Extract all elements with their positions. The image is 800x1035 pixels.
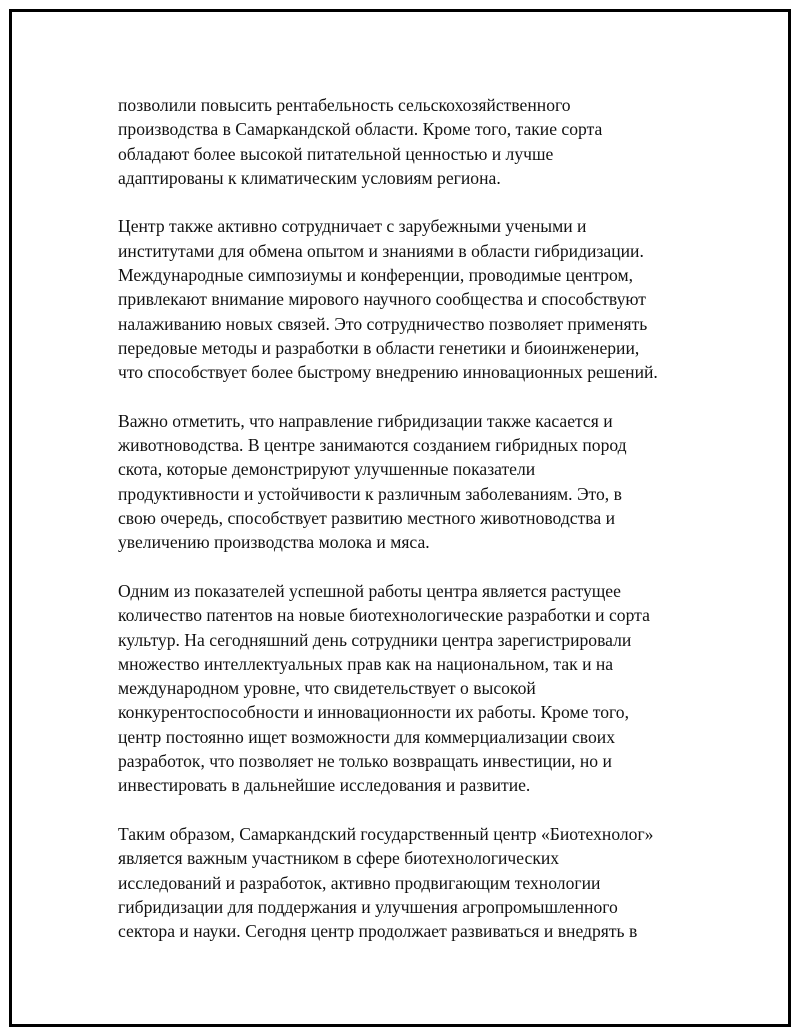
- text-line: Международные симпозиумы и конференции, проводимые центром,: [118, 265, 633, 286]
- text-line: Таким образом, Самаркандский государственный центр «Биотехнолог»: [118, 823, 654, 844]
- text-line: налаживанию новых связей. Это сотрудничество позволяет применять: [118, 313, 648, 334]
- text-line: институтами для обмена опытом и знаниями в области гибридизации.: [118, 240, 644, 261]
- text-line: центр постоянно ищет возможности для коммерциализации своих: [118, 726, 615, 747]
- text-line: производства в Самаркандской области. Кроме того, такие сорта: [118, 119, 603, 140]
- text-line: передовые методы и разработки в области генетики и биоинженерии,: [118, 337, 640, 358]
- text-line: свою очередь, способствует развитию местного животноводства и: [118, 508, 615, 529]
- text-line: сектора и науки. Сегодня центр продолжает развиваться и внедрять в: [118, 921, 638, 942]
- paragraph-1: [118, 93, 678, 190]
- text-line: продуктивности и устойчивости к различным заболеваниям. Это, в: [118, 483, 622, 504]
- paragraph-2: [118, 214, 678, 384]
- text-line: Одним из показателей успешной работы центра является растущее: [118, 580, 621, 601]
- text-line: международном уровне, что свидетельствует о высокой: [118, 678, 536, 699]
- paragraph-3: [118, 409, 678, 555]
- text-line: обладают более высокой питательной ценностью и лучше: [118, 143, 554, 164]
- text-line: Центр также активно сотрудничает с зарубежными учеными и: [118, 216, 587, 237]
- document-body: [118, 93, 678, 943]
- text-line: гибридизации для поддержания и улучшения агропромышленного: [118, 896, 618, 917]
- text-line: адаптированы к климатическим условиям региона.: [118, 167, 501, 188]
- text-line: инвестировать в дальнейшие исследования и развитие.: [118, 775, 531, 796]
- text-line: увеличению производства молока и мяса.: [118, 532, 430, 553]
- text-line: позволили повысить рентабельность сельскохозяйственного: [118, 95, 571, 115]
- paragraph-5: [118, 822, 678, 943]
- text-line: что способствует более быстрому внедрению инновационных решений.: [118, 362, 658, 383]
- text-line: количество патентов на новые биотехнологические разработки и сорта: [118, 605, 650, 626]
- text-line: конкурентоспособности и инновационности их работы. Кроме того,: [118, 702, 630, 723]
- text-line: исследований и разработок, активно продвигающим технологии: [118, 872, 601, 893]
- text-line: Важно отметить, что направление гибридизации также касается и: [118, 410, 613, 431]
- paragraph-4: [118, 579, 678, 798]
- text-line: животноводства. В центре занимаются созданием гибридных пород: [118, 435, 627, 456]
- text-line: множество интеллектуальных прав как на национальном, так и на: [118, 653, 614, 674]
- text-line: культур. На сегодняшний день сотрудники центра зарегистрировали: [118, 629, 632, 650]
- text-line: является важным участником в сфере биотехнологических: [118, 848, 560, 869]
- text-line: скота, которые демонстрируют улучшенные показатели: [118, 459, 536, 480]
- text-line: привлекают внимание мирового научного сообщества и способствуют: [118, 289, 647, 310]
- text-line: разработок, что позволяет не только возвращать инвестиции, но и: [118, 751, 612, 772]
